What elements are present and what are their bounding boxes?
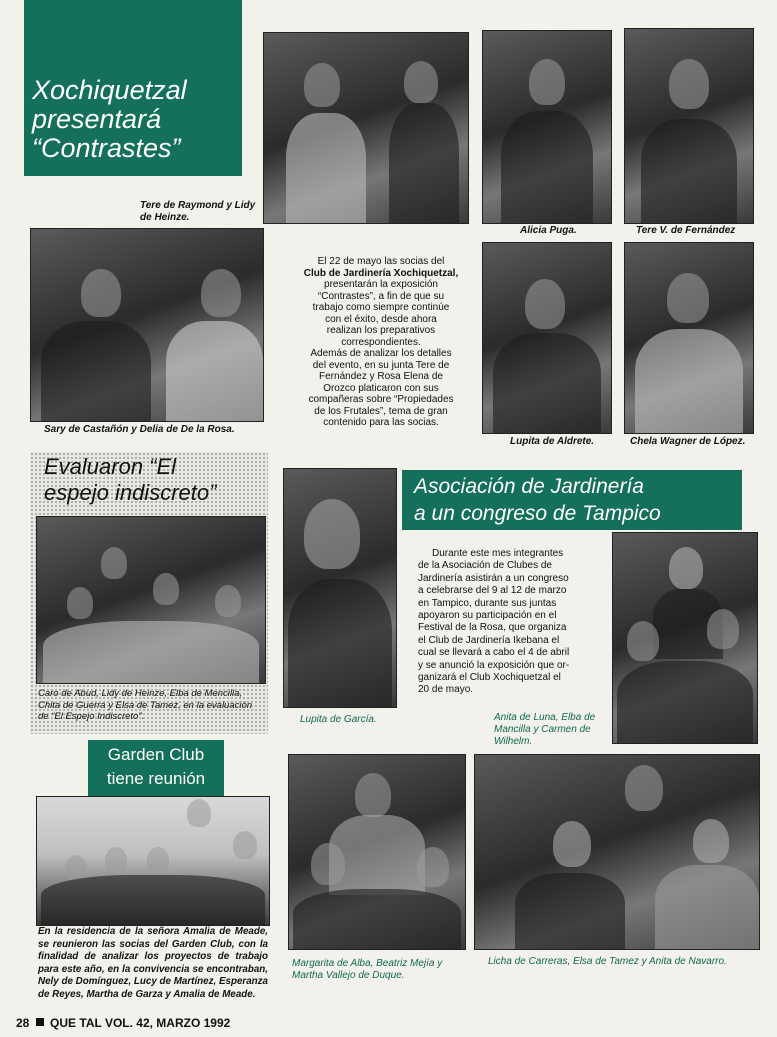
photo-tere-lidy [263,32,469,224]
photo-sary-delia [30,228,264,422]
caption-tere-v: Tere V. de Fernández [636,225,736,236]
caption-sary-delia: Sary de Castañón y Delia de De la Rosa. [44,424,235,435]
photo-anita-elba-carmen [612,532,758,744]
xochiquetzal-title: Xochiquetzal presentará “Contrastes” [32,75,187,163]
caption-licha: Licha de Carreras, Elsa de Tamez y Anita de Navarro. [488,956,727,967]
caption-anita: Anita de Luna, Elba de Mancilla y Carmen de Wilhelm. [494,712,596,747]
square-bullet-icon [36,1018,44,1026]
photo-lupita-aldrete [482,242,612,434]
photo-alicia-puga [482,30,612,224]
caption-lupita-garcia: Lupita de García. [300,714,377,725]
garden-title: Garden Club tiene reunión [106,745,206,788]
caption-lupita-aldrete: Lupita de Aldrete. [510,436,595,447]
caption-alicia: Alicia Puga. [520,225,577,236]
asociacion-title-box [402,470,742,530]
garden-title-box [88,740,224,796]
asociacion-article: Durante este mes integrantes de la Asociación de Clubes de Jardinería asistirán a un congreso a celebrarse del 9 al 12 de marzo en Tampico, durante sus juntas apoyaron su participación en el Festival de la Rosa, que organiza el Club de Jardinería Ikebana el cual se llevará a cabo el 4 de abril y se anunció la exposición que or- ganizará el Club Xochiquetzal el 20 de mayo. [418,548,570,696]
caption-tere-lidy: Tere de Raymond y Lidy de Heinze. [140,200,256,223]
footer-publication: QUE TAL VOL. 42, MARZO 1992 [50,1016,231,1030]
photo-tere-v [624,28,754,224]
caption-chela: Chela Wagner de López. [630,436,746,447]
photo-lupita-garcia [283,468,397,708]
photo-chela-wagner [624,242,754,434]
caption-garden-club: En la residencia de la señora Amalia de Meade, se reunieron las socias del Garden Club, con la finalidad de analizar los proyectos de trabajo para este año, en la convivencia se encontraban, Nely de Domínguez, Lucy de Martínez, Esperanza de Reyes, Martha de Garza y Amalia de Meade. [38,926,268,1000]
xochiquetzal-title-box [24,0,242,176]
xochiquetzal-article: El 22 de mayo las socias del Club de Jardinería Xochiquetzal, presentarán la exposición “Contrastes”, a fin de que su trabajo como siempre continúe con el éxito, desde ahora realizan los preparativos correspondientes. Además de analizar los detalles del evento, en su junta Tere de Fernández y Rosa Elena de Orozco platicaron con sus compañeras sobre “Propiedades de los Frutales”, tema de gran contenido para las socias. [303,256,459,428]
photo-licha-elsa-anita [474,754,760,950]
page-footer [16,1016,230,1030]
caption-margarita: Margarita de Alba, Beatriz Mejía y Martha Vallejo de Duque. [292,958,443,981]
asociacion-title: Asociación de Jardinería a un congreso de Tampico [414,475,661,525]
photo-espejo-group [36,516,266,684]
espejo-section [30,452,268,734]
espejo-title: Evaluaron “El espejo indiscreto” [44,454,217,505]
page-number: 28 [16,1016,30,1030]
caption-espejo: Caro de Abud, Lidy de Heinze, Elba de Mencilla, Chita de Guerra y Elsa de Tamez, en la evaluación de “El Espejo Indiscreto”. [38,688,253,722]
photo-garden-club [36,796,270,926]
photo-margarita-beatriz-martha [288,754,466,950]
